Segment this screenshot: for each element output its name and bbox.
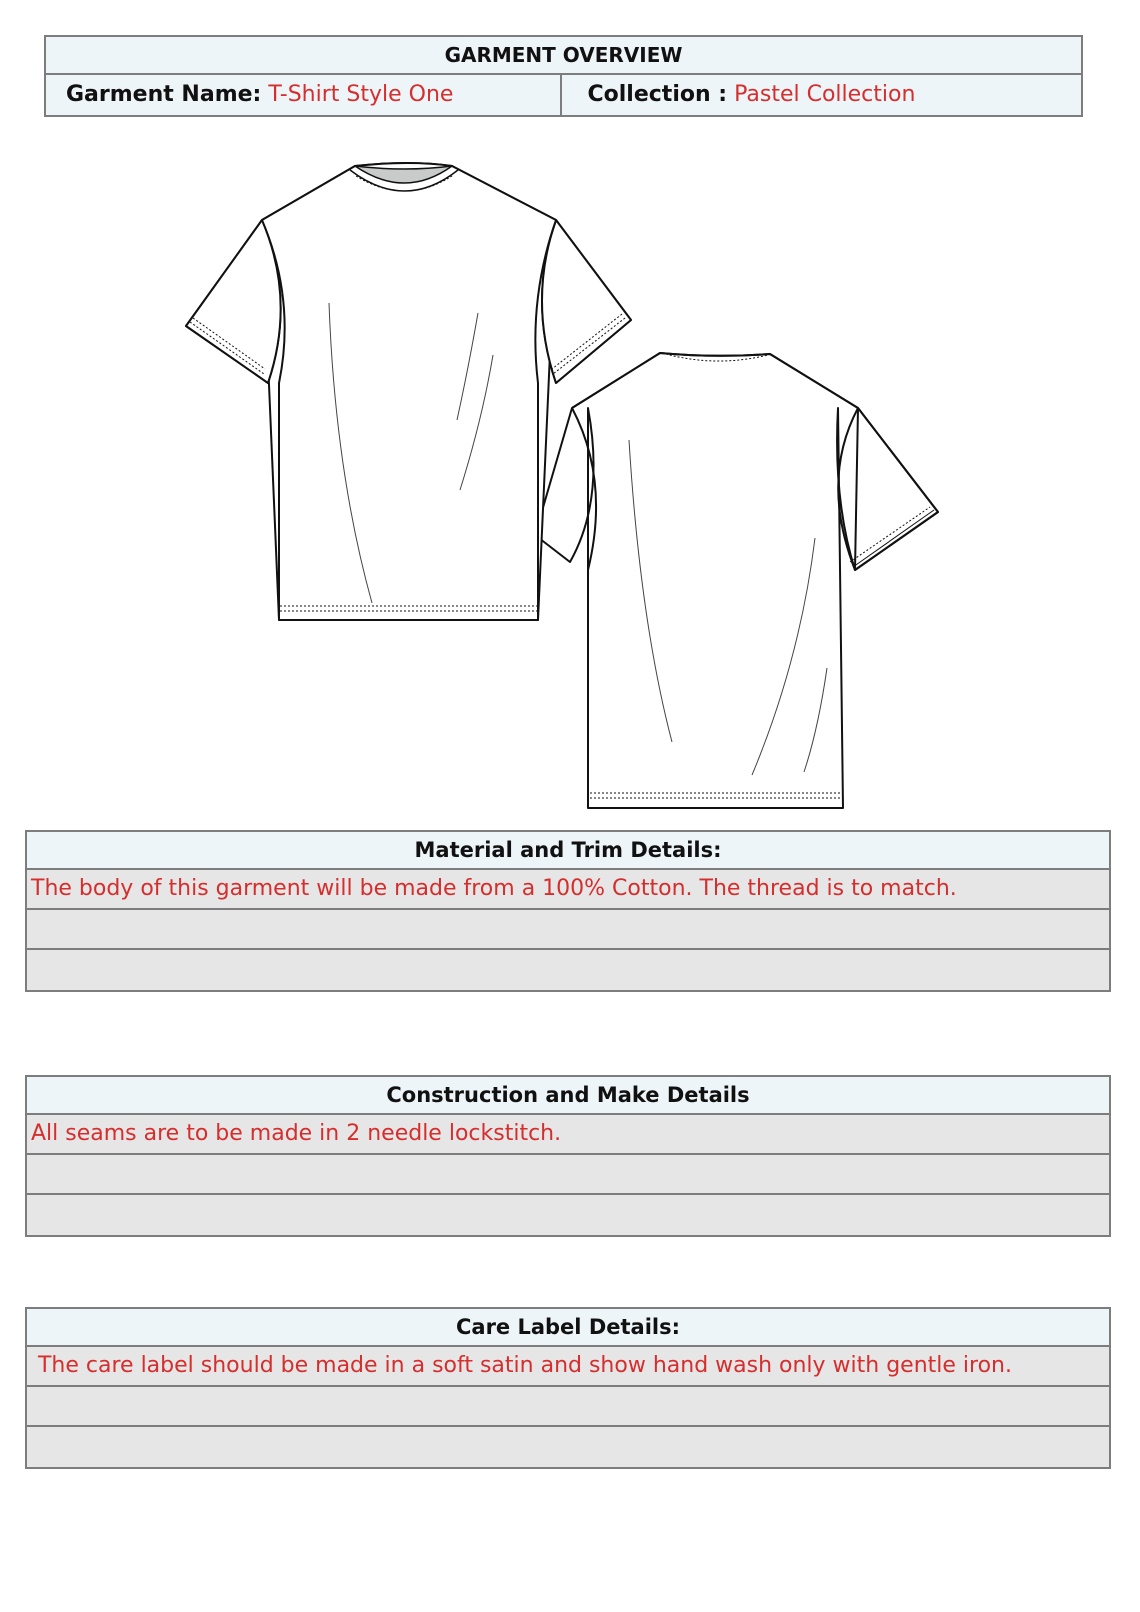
collection-cell xyxy=(560,75,1082,115)
collection-label: Collection : xyxy=(587,82,728,107)
tshirt-front-sketch xyxy=(186,163,631,620)
garment-overview-table xyxy=(44,35,1083,117)
garment-name-label: Garment Name: xyxy=(66,82,262,107)
material-row-2[interactable] xyxy=(27,910,1111,950)
construction-row-2[interactable] xyxy=(27,1155,1111,1195)
tshirt-back-sketch xyxy=(535,353,938,808)
care-label-table xyxy=(25,1307,1111,1469)
material-trim-table xyxy=(25,830,1111,992)
care-row-2[interactable] xyxy=(27,1387,1111,1427)
collection-value[interactable]: Pastel Collection xyxy=(734,82,916,107)
care-row-1[interactable]: The care label should be made in a soft satin and show hand wash only with gentle iron. xyxy=(27,1347,1111,1387)
care-label-header: Care Label Details: xyxy=(27,1309,1111,1347)
material-row-3[interactable] xyxy=(27,950,1111,990)
construction-make-table xyxy=(25,1075,1111,1237)
garment-name-cell xyxy=(46,75,560,115)
garment-overview-title: GARMENT OVERVIEW xyxy=(46,37,1081,75)
construction-row-3[interactable] xyxy=(27,1195,1111,1235)
construction-row-1[interactable]: All seams are to be made in 2 needle lockstitch. xyxy=(27,1115,1111,1155)
care-row-3[interactable] xyxy=(27,1427,1111,1467)
material-trim-header: Material and Trim Details: xyxy=(27,832,1111,870)
construction-make-header: Construction and Make Details xyxy=(27,1077,1111,1115)
garment-overview-info-row xyxy=(46,75,1081,115)
material-row-1[interactable]: The body of this garment will be made from a 100% Cotton. The thread is to match. xyxy=(27,870,1111,910)
garment-name-value[interactable]: T-Shirt Style One xyxy=(268,82,454,107)
